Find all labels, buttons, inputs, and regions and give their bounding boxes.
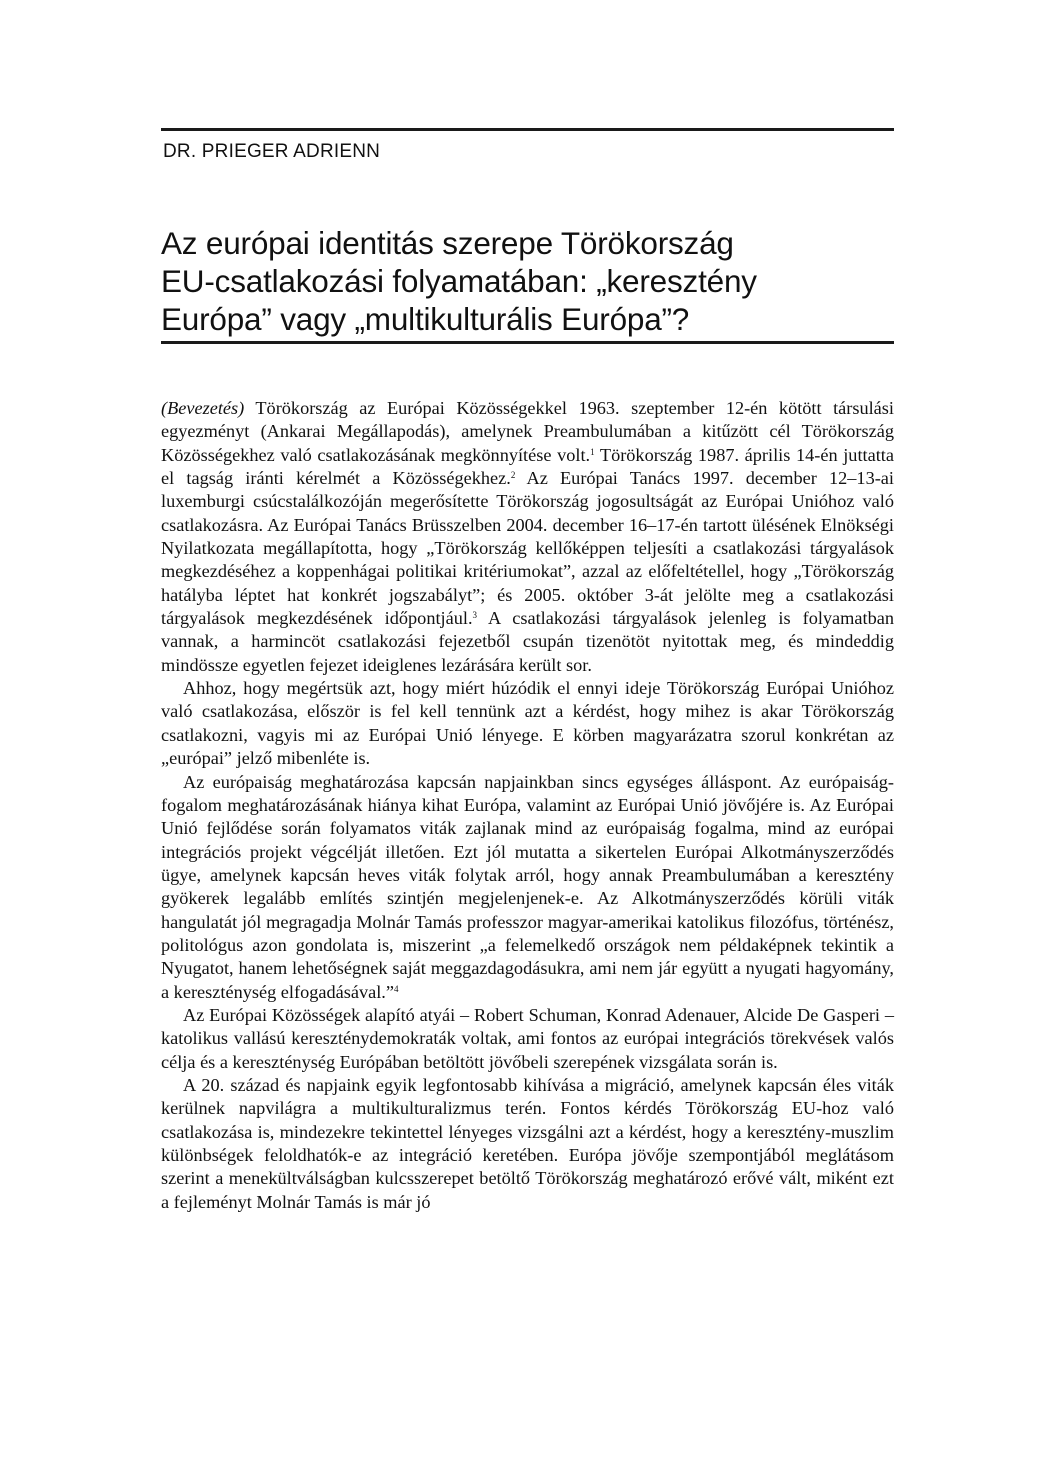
paragraph: A 20. század és napjaink egyik legfontosabb kihívása a migráció, amelynek kapcsán éles viták kerülnek napvilágra a multikulturalizmus terén. Fontos kérdés Törökország EU-hoz való csatlakozása is, mindezekre tekintettel lényeges vizsgálni azt a kérdést, hogy a keresztény-muszlim különbségek feloldhatók-e az integráció keretében. Európa jövője szempontjából meglátásom szerint a menekültválságban kulcsszerepet betöltő Törökország meghatározó erővé vált, miként ezt a fejleményt Molnár Tamás is már jó (161, 1074, 894, 1212)
paragraph: Ahhoz, hogy megértsük azt, hogy miért húzódik el ennyi ideje Törökország Európai Unióhoz való csatlakozása, először is fel kell tennünk azt a kérdést, hogy mihez is akar Törökország csatlakozni, vagyis mi az Európai Unió lényege. E körben magyarázatra szorul konkrétan az „európai” jelző mibenléte is. (161, 678, 894, 769)
paragraph-text: Törökország az Európai Közösségekkel 1963. szeptember 12-én kötött társulási egyezményt (Ankarai Megállapodás), amelynek Preambulumában a kitűzött cél Törökország Közösségekhez való csatlakozásának megkönnyítése volt. (161, 398, 894, 465)
paragraph-text: Az Európai Tanács 1997. december 12–13-ai luxemburgi csúcstalálkozóján megerősítette Törökország jogosultságát az Európai Unióhoz való csatlakozásra. Az Európai Tanács Brüsszelben 2004. december 16–17-én tartott ülésének Elnökségi Nyilatkozata megállapította, hogy „Törökország kellőképpen teljesíti a csatlakozási tárgyalások megkezdéséhez a koppenhágai politikai kritériumokat”, azzal az előfeltétellel, hogy „Törökország hatályba léptet hat konkrét jogszabályt”; és 2005. október 3-át jelölte meg a csatlakozási tárgyalások megkezdésének időpontjául. (161, 468, 894, 629)
paragraph-text: Az európaiság meghatározása kapcsán napjainkban sincs egységes álláspont. Az európaiság-fogalom meghatározásának hiánya kihat Európa, valamint az Európai Unió jövőjére is. Az Európai Unió fejlődése során folyamatos viták zajlanak mind az európaiság fogalma, mind az európai integrációs projekt végcélját illetően. Ezt jól mutatta a sikertelen Európai Alkotmányszerződés ügye, amelynek kapcsán heves viták folytak arról, hogy annak Preambulumában a keresztény gyökerek legalább említés szintjén megjelenjenek-e. Az Alkotmányszerződés körüli viták hangulatát jól megragadja Molnár Tamás professzor magyar-amerikai katolikus filozófus, történész, politológus azon gondolata is, miszerint „a felemelkedő országok nem példaképnek tekintik a Nyugatot, hanem lehetőségnek saját meggazdagodásukra, ami nem jár együtt a nyugati hagyomány, a kereszténység elfogadásával.” (161, 771, 894, 1002)
author-name: DR. PRIEGER ADRIENN (163, 141, 381, 162)
title-rule (161, 341, 894, 344)
footnote-ref[interactable]: 1 (590, 446, 595, 457)
header-rule (161, 128, 894, 131)
paragraph-text: Törökország 1987. április 14-én juttatta el tagság iránti kérelmét a Közösségekhez. (161, 444, 894, 489)
title-line-3: Európa” vagy „multikulturális Európa”? (161, 301, 690, 337)
paragraph (161, 771, 894, 1004)
title-line-1: Az európai identitás szerepe Törökország (161, 225, 734, 261)
article-body (161, 397, 894, 1214)
title-line-2: EU-csatlakozási folyamatában: „keresztény (161, 263, 757, 299)
paragraph-introduction (161, 397, 894, 677)
article-title (161, 224, 894, 338)
footnote-ref[interactable]: 4 (393, 983, 399, 994)
paragraph: Az Európai Közösségek alapító atyái – Robert Schuman, Konrad Adenauer, Alcide De Gasperi – katolikus vallású kereszténydemokraták voltak, ami fontos az európai integrációs törekvések valós célja és a kereszténység Európában betöltött jövőbeli szerepének vizsgálata során is. (161, 1004, 894, 1072)
paragraph-text: A csatlakozási tárgyalások jelenleg is folyamatban vannak, a harmincöt csatlakozási fejezetből csupán tizenötöt nyitottak meg, és mindeddig mindössze egyetlen fejezet ideiglenes lezárására került sor. (161, 608, 894, 675)
section-lead: (Bevezetés) (161, 398, 245, 418)
footnote-ref[interactable]: 2 (510, 470, 516, 481)
footnote-ref[interactable]: 3 (472, 610, 478, 621)
